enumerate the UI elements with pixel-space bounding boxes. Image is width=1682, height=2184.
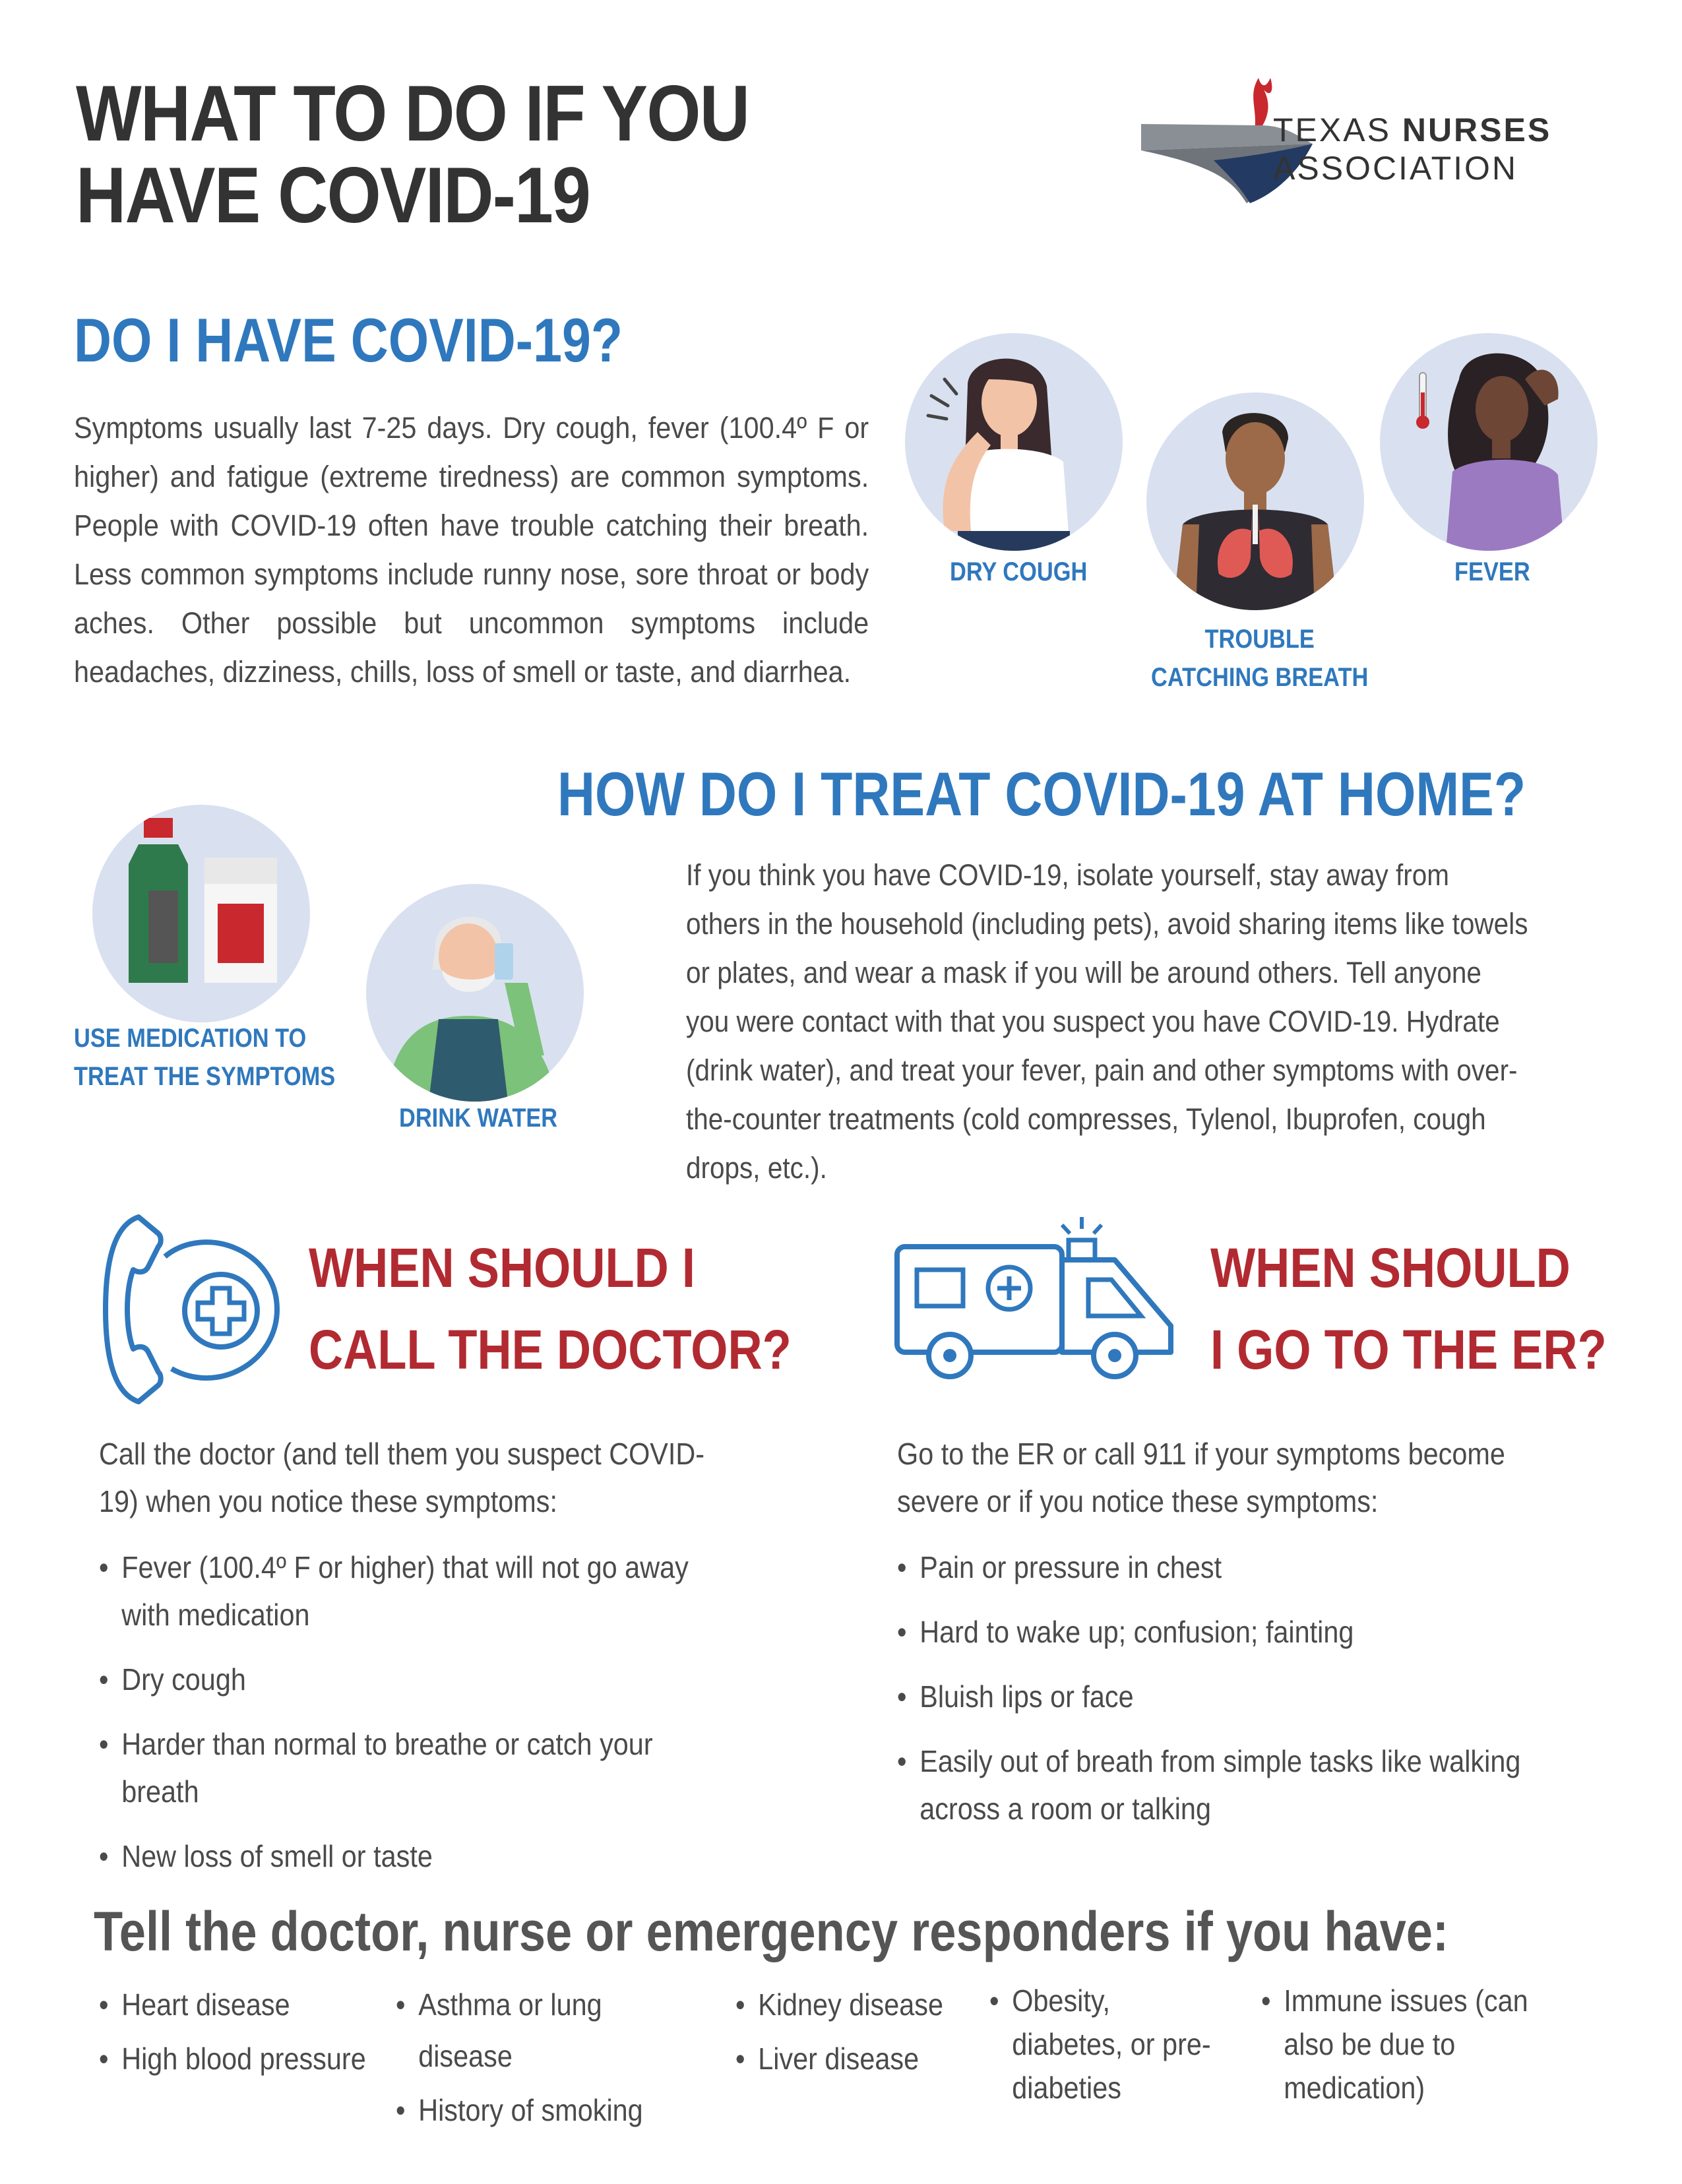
doctor-heading-line2: CALL THE DOCTOR? [309, 1319, 792, 1381]
list-item: • Immune issues (can also be due to medication) [1261, 1979, 1564, 2109]
list-item: • Bluish lips or face [897, 1673, 1526, 1720]
list-item: • Fever (100.4º F or higher) that will not go away with medication [99, 1544, 728, 1638]
dry-cough-illustration [905, 333, 1123, 551]
section2-body: If you think you have COVID-19, isolate yourself, stay away from others in the household (including pets), avoid sharing items like towels or plates, and wear a mask if you will be around others. Tell anyone you were contact with that you suspect you have COVID-19. Hydrate (drink water), and treat your fever, pain and other symptoms with over-the-counter treatments (cold compresses, Tylenol, Ibuprofen, cough drops, etc.). [686, 858, 1528, 1185]
doctor-symptom-list [99, 1544, 728, 1897]
list-item: • High blood pressure [99, 2033, 366, 2084]
doctor-heading [309, 1227, 792, 1390]
er-heading [1210, 1227, 1607, 1390]
er-heading-line2: I GO TO THE ER? [1210, 1319, 1607, 1381]
caption-fever: FEVER [1454, 557, 1530, 586]
fever-woman-icon [1380, 333, 1598, 551]
logo-texas: TEXAS [1273, 111, 1402, 148]
page-title-line1: WHAT TO DO IF YOU [76, 69, 749, 158]
page-title-line2: HAVE COVID-19 [76, 151, 590, 239]
caption-trouble-breath [1151, 620, 1368, 697]
drink-water-illustration [366, 884, 584, 1102]
er-heading-line1: WHEN SHOULD [1210, 1237, 1571, 1299]
list-item: • History of smoking [396, 2084, 693, 2136]
conditions-col2 [396, 1979, 693, 2138]
list-item: • Heart disease [99, 1979, 366, 2030]
logo-association: ASSOCIATION [1273, 150, 1518, 187]
conditions-col1 [99, 1979, 366, 2087]
medication-illustration [92, 805, 310, 1022]
ambulance-icon [890, 1217, 1181, 1388]
logo-text [1273, 111, 1551, 187]
page-title [76, 69, 772, 239]
conditions-col4 [989, 1979, 1215, 2112]
list-item: • Liver disease [735, 2033, 949, 2084]
doctor-lead: Call the doctor (and tell them you suspect COVID-19) when you notice these symptoms: [99, 1437, 705, 1518]
caption-medication-line2: TREAT THE SYMPTOMS [74, 1062, 336, 1091]
caption-medication-line1: USE MEDICATION TO [74, 1024, 307, 1053]
fever-illustration [1380, 333, 1598, 551]
coughing-woman-icon [905, 333, 1123, 551]
trouble-breath-illustration [1146, 392, 1364, 610]
logo-nurses: NURSES [1402, 111, 1552, 148]
section-heading-how-treat: HOW DO I TREAT COVID-19 AT HOME? [557, 759, 1526, 828]
list-item: • Pain or pressure in chest [897, 1544, 1526, 1591]
conditions-heading: Tell the doctor, nurse or emergency responders if you have: [94, 1900, 1449, 1962]
list-item: • Hard to wake up; confusion; fainting [897, 1608, 1526, 1656]
list-item: • Easily out of breath from simple tasks like walking across a room or talking [897, 1737, 1526, 1832]
list-item: • Dry cough [99, 1656, 728, 1703]
er-lead: Go to the ER or call 911 if your symptoms become severe or if you notice these symptoms: [897, 1437, 1505, 1518]
doctor-heading-line1: WHEN SHOULD I [309, 1237, 695, 1299]
caption-drink-water: DRINK WATER [399, 1104, 558, 1133]
list-item: • Harder than normal to breathe or catch your breath [99, 1720, 728, 1815]
list-item: • New loss of smell or taste [99, 1832, 728, 1880]
caption-trouble-breath-line1: TROUBLE [1204, 625, 1315, 654]
caption-dry-cough: DRY COUGH [950, 557, 1088, 586]
caption-medication [74, 1019, 335, 1096]
section-heading-do-i-have: DO I HAVE COVID-19? [74, 305, 623, 375]
list-item: • Obesity, diabetes, or pre-diabeties [989, 1979, 1215, 2109]
medicine-bottles-icon [92, 805, 310, 1022]
conditions-col5 [1261, 1979, 1564, 2112]
logo-line1 [1273, 111, 1551, 149]
list-item: • Asthma or lung disease [396, 1979, 693, 2082]
lungs-man-icon [1146, 392, 1364, 610]
section1-body: Symptoms usually last 7-25 days. Dry cough, fever (100.4º F or higher) and fatigue (extreme tiredness) are common symptoms. People with COVID-19 often have trouble catching their breath. Less common symptoms include runny nose, sore throat or body aches. Other possible but uncommon symptoms include headaches, dizziness, chills, loss of smell or taste, and diarrhea. [74, 411, 869, 689]
list-item: • Kidney disease [735, 1979, 949, 2030]
man-drinking-icon [366, 884, 584, 1102]
phone-doctor-icon [99, 1210, 290, 1408]
conditions-col3 [735, 1979, 949, 2087]
caption-trouble-breath-line2: CATCHING BREATH [1151, 663, 1369, 692]
er-symptom-list [897, 1544, 1526, 1850]
